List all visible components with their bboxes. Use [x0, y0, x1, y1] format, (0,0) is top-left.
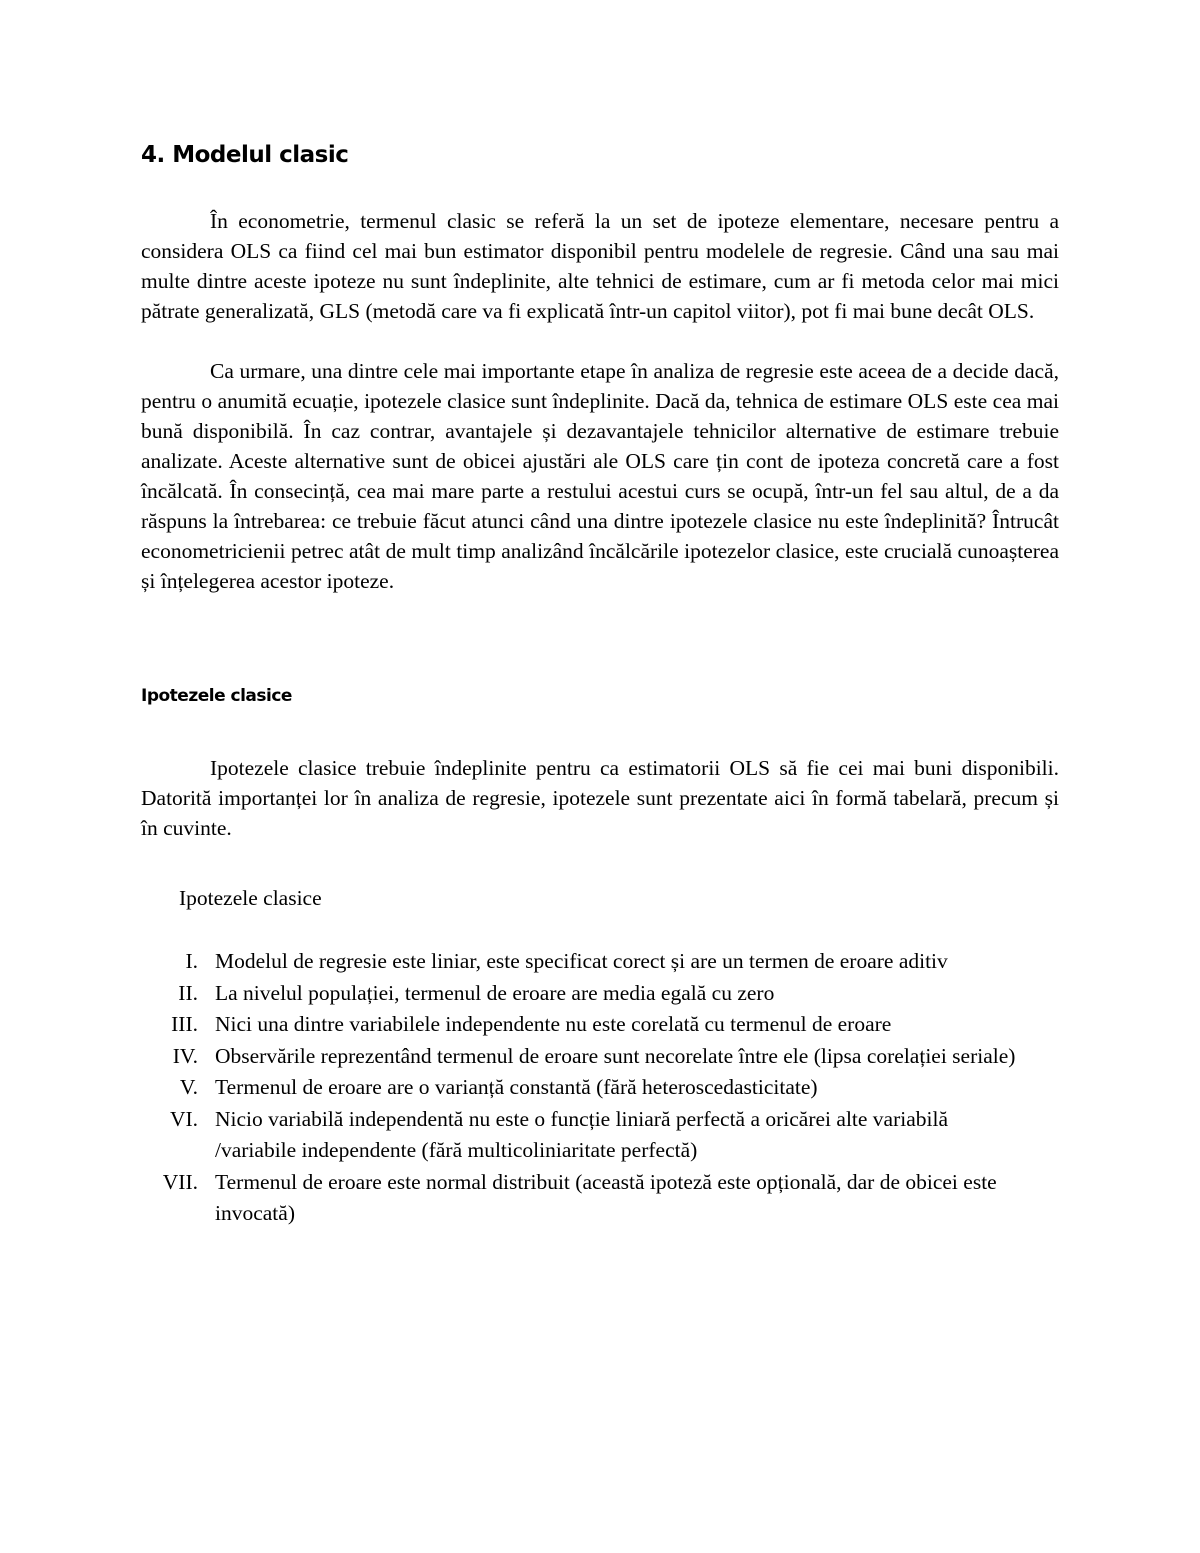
list-item [141, 1104, 1041, 1167]
subsection-heading: Ipotezele clasice [141, 686, 292, 706]
list-item-number: V. [179, 1075, 198, 1099]
list-item-number: I. [185, 949, 198, 973]
list-item [141, 1041, 1041, 1073]
list-item-number: III. [171, 1012, 198, 1036]
list-item [141, 946, 1041, 978]
list-item-text: Observările reprezentând termenul de eroare sunt necorelate între ele (lipsa corelației seriale) [215, 1043, 1016, 1068]
list-item-number: VI. [169, 1106, 198, 1131]
list-item [141, 1009, 1041, 1041]
list-item [141, 1167, 1041, 1230]
list-item-text: Termenul de eroare este normal distribuit (această ipoteză este opțională, dar de obicei este invocată) [215, 1169, 997, 1225]
intro-paragraph: În econometrie, termenul clasic se referă la un set de ipoteze elementare, necesare pentru a considera OLS ca fiind cel mai bun estimator disponibil pentru modelele de regresie. Când una sau mai multe dintre aceste ipoteze nu sunt îndeplinite, alte tehnici de estimare, cum ar fi metoda celor mai mici pătrate generalizată, GLS (metodă care va fi explicată într-un capitol viitor), pot fi mai bune decât OLS. [141, 209, 1059, 323]
list-item-text: Modelul de regresie este liniar, este specificat corect și are un termen de eroare aditiv [215, 949, 948, 973]
list-item-text: La nivelul populației, termenul de eroare are media egală cu zero [215, 980, 775, 1005]
list-item-number: II. [178, 980, 198, 1005]
list-item-text: Termenul de eroare are o varianță constantă (fără heteroscedasticitate) [215, 1075, 818, 1099]
list-title: Ipotezele clasice [179, 886, 322, 910]
assumptions-list [141, 946, 1041, 1230]
section-heading: 4. Modelul clasic [141, 142, 349, 168]
list-item [141, 1072, 1041, 1104]
third-paragraph: Ipotezele clasice trebuie îndeplinite pentru ca estimatorii OLS să fie cei mai buni disponibili. Datorită importanței lor în analiza de regresie, ipotezele sunt prezentate aici în formă tabelară, precum și în cuvinte. [141, 756, 1059, 840]
second-paragraph: Ca urmare, una dintre cele mai importante etape în analiza de regresie este aceea de a decide dacă, pentru o anumită ecuație, ipotezele clasice sunt îndeplinite. Dacă da, tehnica de estimare OLS este cea mai bună disponibilă. În caz contrar, avantajele și dezavantajele tehnicilor alternative de estimare trebuie analizate. Aceste alternative sunt de obicei ajustări ale OLS care țin cont de ipoteza concretă care a fost încălcată. În consecință, cea mai mare parte a restului acestui curs se ocupă, într-un fel sau altul, de a da răspuns la întrebarea: ce trebuie făcut atunci când una dintre ipotezele clasice nu este îndeplinită? Întrucât econometricienii petrec atât de mult timp analizând încălcările ipotezelor clasice, este crucială cunoașterea și înțelegerea acestor ipoteze. [141, 359, 1059, 593]
list-item-number: IV. [172, 1043, 198, 1068]
list-item-number: VII. [162, 1169, 198, 1194]
list-item [141, 978, 1041, 1010]
list-item-text: Nici una dintre variabilele independente nu este corelată cu termenul de eroare [215, 1012, 892, 1036]
list-item-text: Nicio variabilă independentă nu este o funcție liniară perfectă a oricărei alte variabilă /variabile independente (fără multicoliniaritate perfectă) [215, 1106, 949, 1162]
